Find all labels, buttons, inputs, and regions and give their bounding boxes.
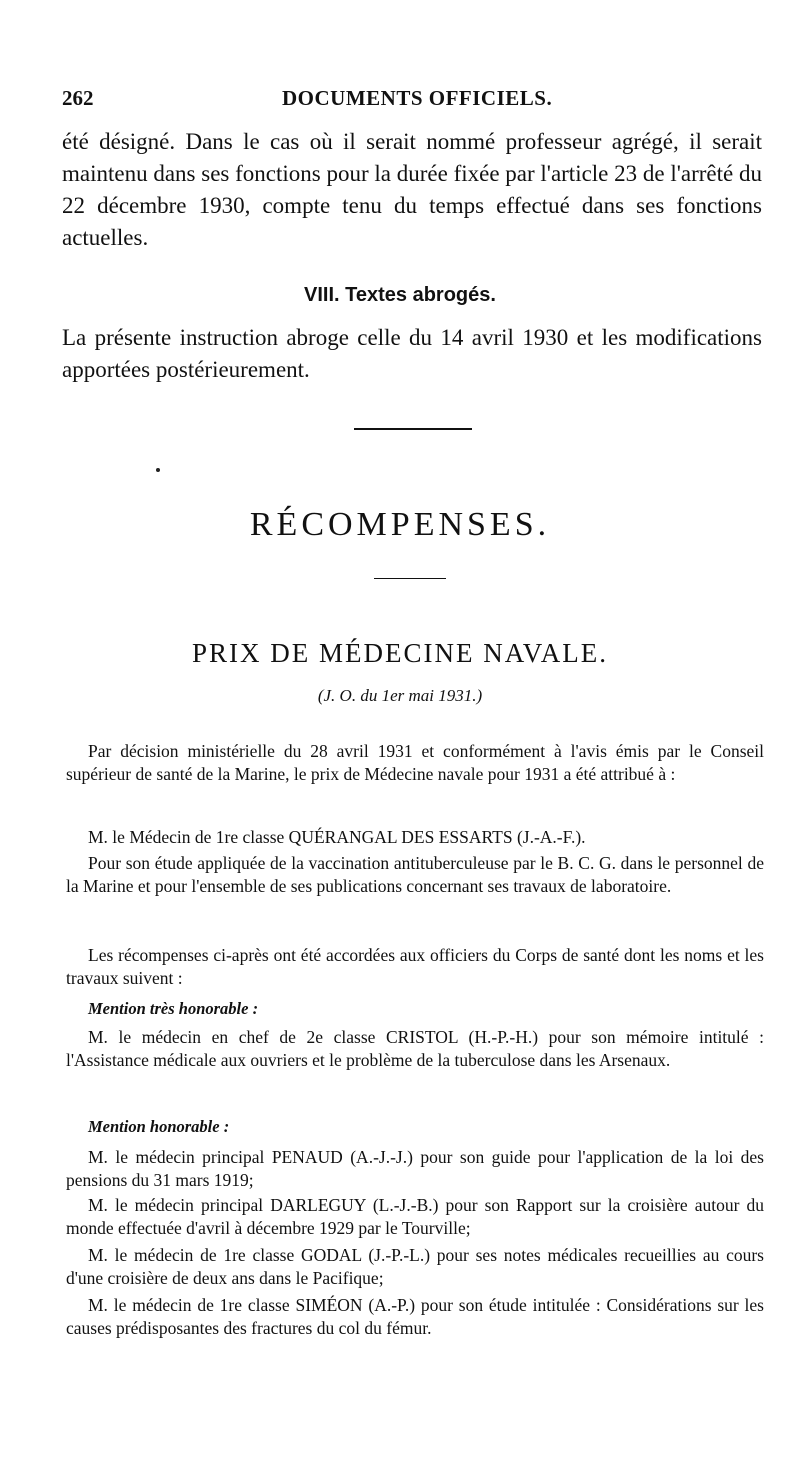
list-item: M. le médecin de 1re classe SIMÉON (A.-P.) pour son étude intitulée : Considérations sur les causes prédisposantes des fractures du col du fémur. bbox=[66, 1295, 764, 1338]
prize-title: PRIX DE MÉDECINE NAVALE. bbox=[191, 638, 608, 668]
laureate-line: M. le Médecin de 1re classe QUÉRANGAL DES ESSARTS (J.-A.-F.). bbox=[88, 827, 586, 847]
list-item: M. le médecin de 1re classe GODAL (J.-P.-L.) pour ses notes médicales recueillies au cours d'une croisière de deux ans dans le Pacifique; bbox=[66, 1245, 764, 1288]
section-heading-textes-abroges: VIII. Textes abrogés. bbox=[304, 284, 496, 306]
decision-paragraph: Par décision ministérielle du 28 avril 1931 et conformément à l'avis émis par le Conseil supérieur de santé de la Marine, le prix de Médecine navale pour 1931 a été attribué à : bbox=[66, 741, 764, 784]
page-number: 262 bbox=[62, 86, 94, 110]
mention-tres-honorable-text: M. le médecin en chef de 2e classe CRISTOL (H.-P.-H.) pour son mémoire intitulé : l'Assistance médicale aux ouvriers et le problème de la tuberculose dans les Arsenaux. bbox=[66, 1027, 764, 1070]
source-reference: (J. O. du 1er mai 1931.) bbox=[317, 686, 483, 705]
mention-honorable-label: Mention honorable : bbox=[88, 1117, 230, 1136]
laureate-reason: Pour son étude appliquée de la vaccination antituberculeuse par le B. C. G. dans le personnel de la Marine et pour l'ensemble de ses publications concernant ses travaux de laboratoire. bbox=[66, 853, 764, 896]
abrogation-paragraph: La présente instruction abroge celle du 14 avril 1930 et les modifications apportées postérieurement. bbox=[62, 325, 762, 382]
continuation-paragraph: été désigné. Dans le cas où il serait nommé professeur agrégé, il serait maintenu dans ses fonctions pour la durée fixée par l'article 23 de l'arrêté du 22 décembre 1930, compte tenu du temps effectué dans ses fonctions actuelles. bbox=[62, 129, 762, 250]
mention-tres-honorable-label: Mention très honorable : bbox=[88, 999, 259, 1018]
running-title: DOCUMENTS OFFICIELS. bbox=[282, 86, 553, 110]
list-item: M. le médecin principal PENAUD (A.-J.-J.) pour son guide pour l'application de la loi des pensions du 31 mars 1919; bbox=[66, 1147, 764, 1190]
separator-rule bbox=[354, 428, 472, 430]
other-awards-intro: Les récompenses ci-après ont été accordées aux officiers du Corps de santé dont les noms et les travaux suivent : bbox=[66, 945, 764, 988]
page-header bbox=[62, 86, 760, 116]
recompenses-title: RÉCOMPENSES. bbox=[249, 506, 551, 543]
title-underline-rule bbox=[374, 578, 446, 579]
speck-mark bbox=[156, 468, 160, 472]
list-item: M. le médecin principal DARLEGUY (L.-J.-B.) pour son Rapport sur la croisière autour du monde effectuée d'avril à décembre 1929 par le Tourville; bbox=[66, 1195, 764, 1238]
